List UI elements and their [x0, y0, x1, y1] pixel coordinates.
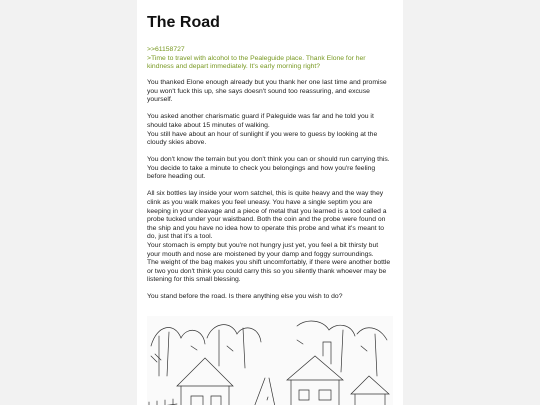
paragraph-line: You thanked Elone enough already but you thank her one last time and promise you won't fuck this up, she says doesn't sound too reassuring, and excuse yourself.: [147, 79, 387, 104]
paragraph: [147, 190, 393, 285]
paragraph: [147, 113, 393, 147]
reply-link[interactable]: >>61158727: [147, 46, 185, 53]
paragraph-line: You don't know the terrain but you don't think you can or should run carrying this. You decide to take a minute to check you belongings and how you're feeling before heading out.: [147, 156, 390, 181]
story-content: [147, 14, 393, 310]
paragraph-line: Your stomach is empty but you're not hungry just yet, you feel a bit thirsty but your mouth and nose are moistened by your damp and foggy surroundings.: [147, 241, 379, 258]
paragraph-line: The weight of the bag makes you shift uncomfortably, if there were another bottle or two you don't think you could carry this so you silently thank whoever may be listening for this small blessing.: [147, 259, 391, 284]
paragraph-line: All six bottles lay inside your worn satchel, this is quite heavy and the way they clink as you walk makes you feel uneasy. You have a single septim you are keeping in your cleavage and a piece of metal that you learned is a tool called a probe tucked under your waistband. Both the coin and the probe were found on the ship and you have no idea how to operate this probe and what it's meant to do, just that it's a tool.: [147, 190, 387, 241]
paragraph-line: You asked another charismatic guard if Paleguide was far and he told you it should take about 15 minutes of walking.: [147, 113, 374, 130]
greentext-quote: >Time to travel with alcohol to the Pealeguide place. Thank Elone for her kindness and depart immediately. It's early morning right?: [147, 54, 366, 71]
paragraph-line: You still have about an hour of sunlight if you were to guess by looking at the cloudy skies above.: [147, 130, 378, 147]
road-sketch-image: [147, 316, 393, 405]
quoted-post: [147, 46, 393, 72]
paragraph-line: You stand before the road. Is there anything else you wish to do?: [147, 293, 343, 301]
paragraph: [147, 156, 393, 182]
page-title: The Road: [147, 14, 220, 31]
paragraph: [147, 293, 393, 302]
story-page: [137, 0, 403, 405]
paragraph: [147, 79, 393, 105]
sketch-drawing: [147, 316, 393, 405]
